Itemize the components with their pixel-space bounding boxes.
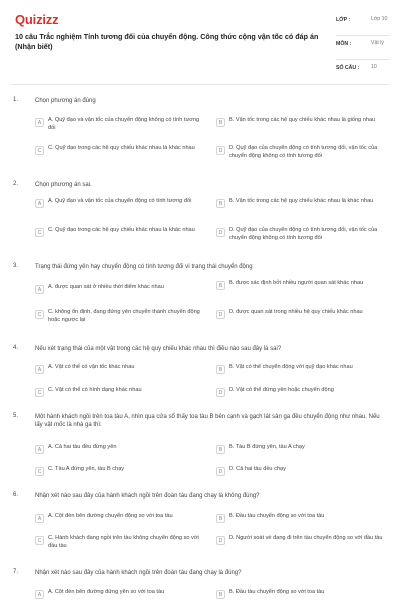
option-text: D. Người soát vé đang đi trên tàu chuyển động so với đầu tàu <box>229 535 383 541</box>
option-d[interactable] <box>216 309 381 319</box>
worksheet-header <box>0 0 400 82</box>
option-d[interactable] <box>216 535 388 545</box>
option-b[interactable] <box>216 589 386 599</box>
meta-class-value: Lớp 10 <box>371 16 388 22</box>
question-number: 6. <box>13 492 19 498</box>
question-number: 7. <box>13 569 19 575</box>
option-letter-box: C <box>35 536 44 545</box>
meta-subject-label: MÔN : <box>336 41 352 47</box>
option-text: A. được quan sát ở nhiều thời điểm khác nhau <box>48 284 164 290</box>
option-a[interactable] <box>35 284 200 294</box>
option-a[interactable] <box>35 513 205 523</box>
option-text: D. được quan sát trong nhiều hệ quy chiếu khác nhau <box>229 309 363 315</box>
option-text: B. được xác định bởi nhiều người quan sát khác nhau <box>229 280 364 286</box>
option-letter-box: B <box>216 118 225 127</box>
option-text: A. Quỹ đạo và vận tốc của chuyển động không có tính tương đối <box>48 117 200 131</box>
option-b[interactable] <box>216 198 386 208</box>
option-text: B. Đầu tàu chuyển động so với toa tàu <box>229 513 325 519</box>
option-letter-box: D <box>216 388 225 397</box>
meta-subject-value: Vật lý <box>371 40 384 46</box>
option-letter-box: A <box>35 590 44 599</box>
option-a[interactable] <box>35 117 200 132</box>
option-letter-box: B <box>216 281 225 290</box>
option-text: C. Quỹ đạo trong các hệ quy chiếu khác nhau là khác nhau <box>48 227 195 233</box>
option-letter-box: A <box>35 514 44 523</box>
option-c[interactable] <box>35 145 200 155</box>
option-letter-box: D <box>216 228 225 237</box>
quizizz-logo: Quizizz <box>15 12 59 27</box>
option-d[interactable] <box>216 387 386 397</box>
question-number: 2. <box>13 181 19 187</box>
option-letter-box: A <box>35 285 44 294</box>
header-divider <box>10 84 390 85</box>
question-text: Một hành khách ngồi trên toa tàu A, nhìn qua cửa sổ thấy toa tàu B bên cạnh và gạch lát sân ga đều chuyển động như nhau. Nếu lấy vật mốc là nhà ga thì: <box>35 414 380 428</box>
option-a[interactable] <box>35 198 200 208</box>
option-letter-box: B <box>216 590 225 599</box>
option-letter-box: C <box>35 228 44 237</box>
option-text: B. Vận tốc trong các hệ quy chiếu khác nhau là giống nhau <box>229 117 376 123</box>
option-text: B. Vật có thể chuyển động với quỹ đạo khác nhau <box>229 364 353 370</box>
option-text: B. Tàu B đứng yên, tàu A chạy <box>229 444 305 450</box>
question-number: 5. <box>13 413 19 419</box>
worksheet-title: 10 câu Trắc nghiệm Tính tương đối của chuyển động. Công thức cộng vận tốc có đáp án (Nhận biết) <box>15 32 319 51</box>
option-letter-box: D <box>216 310 225 319</box>
option-c[interactable] <box>35 309 200 324</box>
question-text: Nếu xét trạng thái của một vật trong các hệ quy chiếu khác nhau thì điều nào sau đây là sai? <box>35 346 282 352</box>
option-c[interactable] <box>35 466 200 476</box>
option-letter-box: C <box>35 467 44 476</box>
option-text: A. Cột đèn bên đường chuyển động so với toa tàu <box>48 513 173 519</box>
option-text: C. Tàu A đứng yên, tàu B chạy <box>48 466 125 472</box>
meta-class-label: LỚP : <box>336 17 351 23</box>
option-c[interactable] <box>35 535 200 550</box>
option-letter-box: C <box>35 310 44 319</box>
option-b[interactable] <box>216 444 386 454</box>
option-b[interactable] <box>216 117 386 127</box>
option-a[interactable] <box>35 364 200 374</box>
option-text: B. Vận tốc trong các hệ quy chiếu khác nhau là khác nhau <box>229 198 374 204</box>
question-text: Chọn phương án đúng <box>35 98 96 104</box>
option-letter-box: B <box>216 365 225 374</box>
option-text: D. Vật có thể đứng yên hoặc chuyển động <box>229 387 334 393</box>
option-text: C. Hành khách đang ngồi trên tàu không chuyển động so với đầu tàu <box>48 535 199 549</box>
question-number: 4. <box>13 345 19 351</box>
option-b[interactable] <box>216 364 386 374</box>
option-a[interactable] <box>35 589 205 599</box>
option-b[interactable] <box>216 513 386 523</box>
option-letter-box: A <box>35 199 44 208</box>
option-letter-box: B <box>216 445 225 454</box>
meta-count-row <box>336 60 390 80</box>
option-letter-box: B <box>216 514 225 523</box>
question-text: Trạng thái đứng yên hay chuyển động có tính tương đối vì trạng thái chuyển động <box>35 264 253 270</box>
option-letter-box: A <box>35 445 44 454</box>
question-text: Nhận xét nào sau đây của hành khách ngồi trên đoàn tàu đang chạy là không đúng? <box>35 493 260 499</box>
option-letter-box: D <box>216 467 225 476</box>
option-letter-box: D <box>216 146 225 155</box>
question-text: Nhận xét nào sau đây của hành khách ngồi trên đoàn tàu đang chạy là đúng? <box>35 570 242 576</box>
option-text: D. Quỹ đạo của chuyển động có tính tương đối, vận tốc của chuyển động không có tính tương đối <box>229 145 378 159</box>
option-letter-box: C <box>35 146 44 155</box>
option-text: C. không ổn định, đang đứng yên chuyển thành chuyển động hoặc ngược lại <box>48 309 200 323</box>
question-text: Chọn phương án sai. <box>35 182 92 188</box>
option-text: D. Quỹ đạo của chuyển động có tính tương đối, vận tốc của chuyển động không có tính tương đối <box>229 227 378 241</box>
option-letter-box: D <box>216 536 225 545</box>
option-text: A. Quỹ đạo và vận tốc của chuyển động có tính tương đối <box>48 198 192 204</box>
option-d[interactable] <box>216 227 388 242</box>
option-letter-box: C <box>35 388 44 397</box>
option-letter-box: A <box>35 365 44 374</box>
question-number: 1. <box>13 97 19 103</box>
option-text: C. Quỹ đạo trong các hệ quy chiếu khác nhau là khác nhau <box>48 145 195 151</box>
option-d[interactable] <box>216 145 388 160</box>
option-text: B. Đầu tàu chuyển động so với toa tàu <box>229 589 325 595</box>
option-text: A. Vật có thể có vận tốc khác nhau <box>48 364 135 370</box>
option-c[interactable] <box>35 387 200 397</box>
meta-subject-row <box>336 36 390 60</box>
option-a[interactable] <box>35 444 200 454</box>
option-letter-box: B <box>216 199 225 208</box>
option-text: C. Vật có thể có hình dạng khác nhau <box>48 387 142 393</box>
option-text: D. Cả hai tàu đều chạy <box>229 466 286 472</box>
option-text: A. Cả hai tàu đều đứng yên <box>48 444 117 450</box>
meta-class-row <box>336 12 390 36</box>
option-text: A. Cột đèn bên đường đứng yên so với toa tàu <box>48 589 165 595</box>
option-b[interactable] <box>216 280 381 290</box>
option-d[interactable] <box>216 466 386 476</box>
option-c[interactable] <box>35 227 200 237</box>
question-number: 3. <box>13 263 19 269</box>
worksheet-meta <box>336 12 390 80</box>
option-letter-box: A <box>35 118 44 127</box>
meta-count-label: SỐ CÂU : <box>336 65 360 71</box>
meta-count-value: 10 <box>371 64 377 70</box>
